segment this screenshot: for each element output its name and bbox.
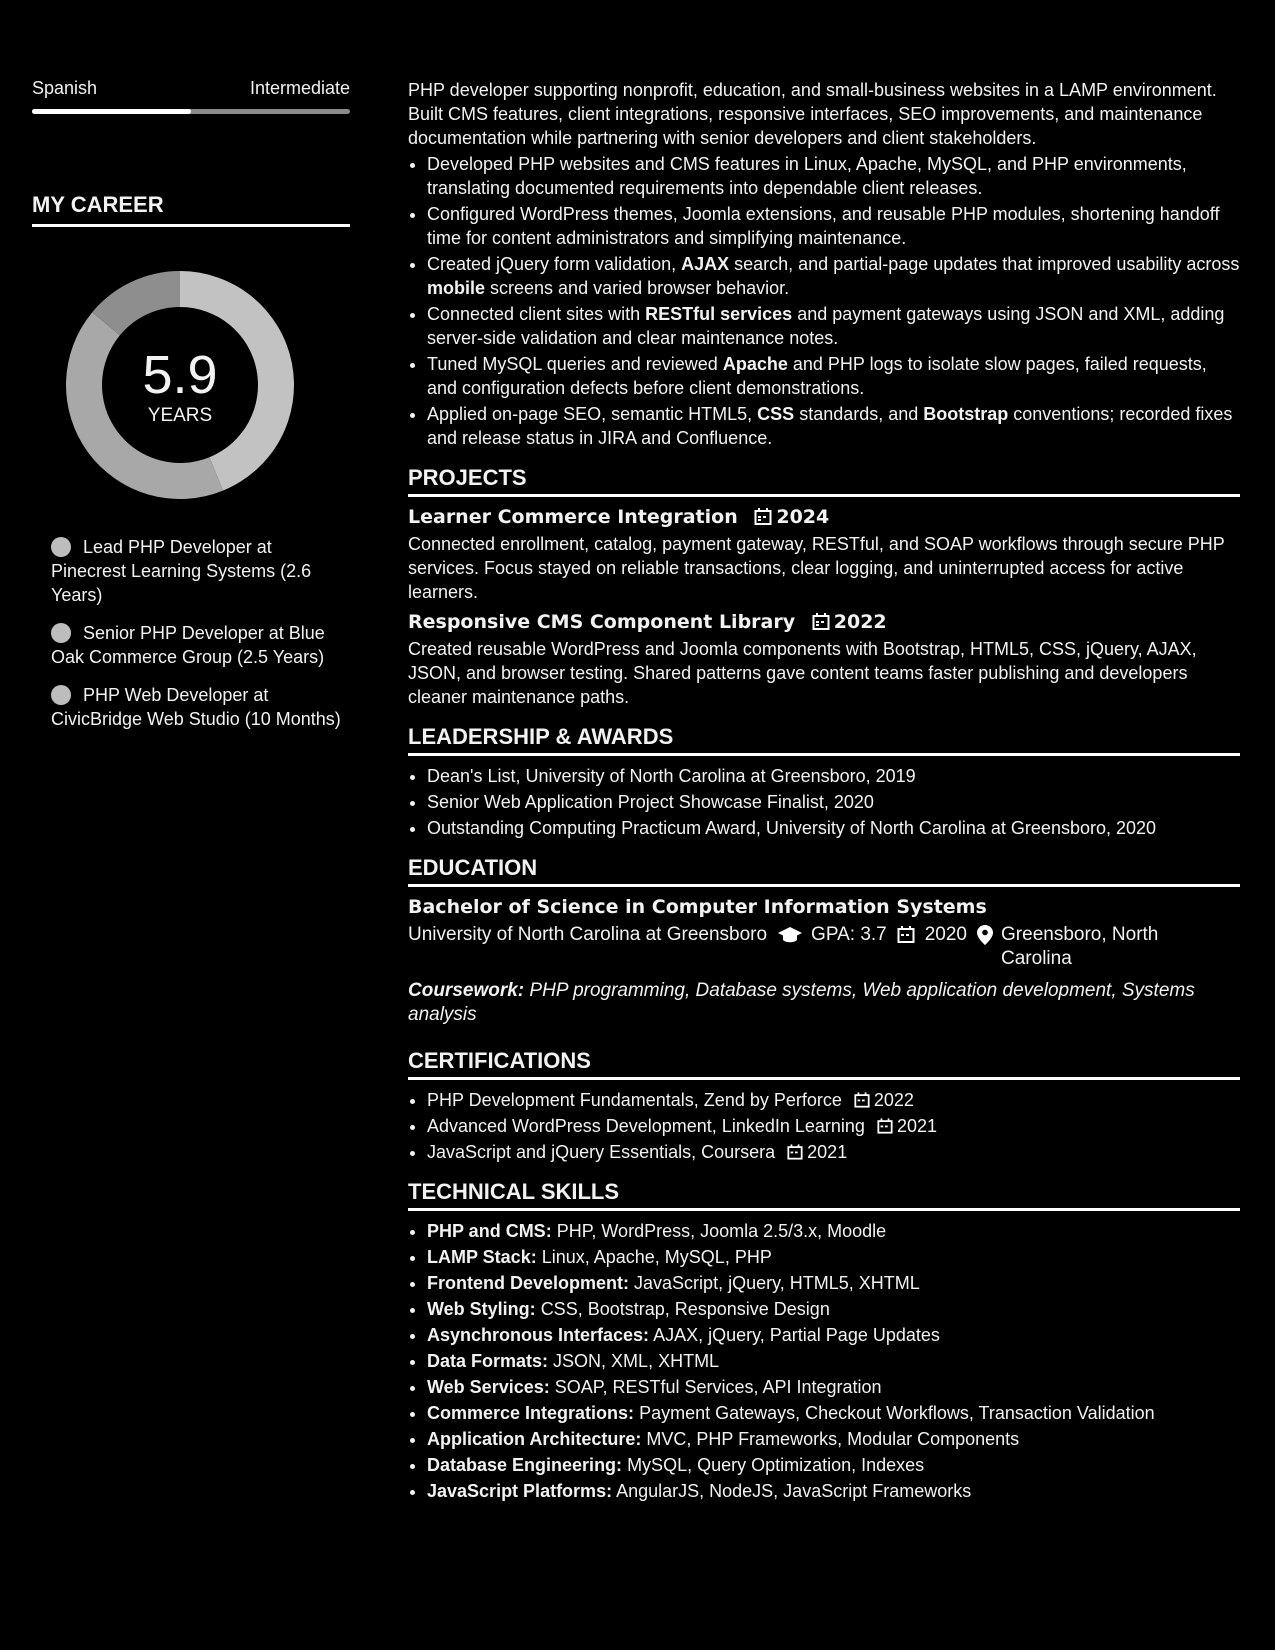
skill-category: Commerce Integrations:	[427, 1403, 635, 1423]
experience-summary	[408, 78, 1240, 150]
degree-title: Bachelor of Science in Computer Information Systems	[408, 896, 987, 918]
role-dot-icon	[51, 537, 71, 557]
career-role: Senior PHP Developer at Blue Oak Commerce Group (2.5 Years)	[51, 623, 325, 667]
skill-item	[427, 1427, 1240, 1451]
project-year: 2024	[776, 506, 830, 528]
calendar-icon	[877, 1118, 893, 1134]
experience-bullet: • Applied on-page SEO, semantic HTML5, CSS standards, and Bootstrap conventions; recorded fixes and release status in JIRA and Confluence.	[427, 402, 1240, 450]
skill-values: MySQL, Query Optimization, Indexes	[627, 1455, 925, 1475]
experience-bullet: • Developed PHP websites and CMS features in Linux, Apache, MySQL, and PHP environments, translating documented requirements into dependable client releases.	[427, 152, 1240, 200]
skill-values: JavaScript, jQuery, HTML5, XHTML	[634, 1273, 920, 1293]
school-name: University of North Carolina at Greensboro	[408, 924, 768, 945]
project-year: 2022	[833, 611, 887, 633]
skill-item	[427, 1271, 1240, 1295]
skill-values: JSON, XML, XHTML	[553, 1351, 720, 1371]
projects-heading: PROJECTS	[408, 466, 1240, 497]
calendar-icon	[854, 1092, 870, 1108]
skill-category: PHP and CMS:	[427, 1221, 552, 1241]
certifications-heading: CERTIFICATIONS	[408, 1049, 1240, 1080]
coursework-list: PHP programming, Database systems, Web application development, Systems analysis	[408, 980, 1195, 1025]
career-heading: MY CAREER	[32, 192, 350, 227]
education-heading: EDUCATION	[408, 856, 1240, 887]
skill-values: AJAX, jQuery, Partial Page Updates	[653, 1325, 940, 1345]
language-proficiency-fill	[32, 109, 191, 114]
skill-item	[427, 1479, 1240, 1503]
calendar-icon	[787, 1144, 803, 1160]
career-role: PHP Web Developer at CivicBridge Web Studio (10 Months)	[51, 685, 341, 729]
skill-item	[427, 1401, 1240, 1425]
leadership-list	[408, 764, 1240, 840]
skill-item	[427, 1297, 1240, 1321]
skill-values: SOAP, RESTful Services, API Integration	[554, 1377, 882, 1397]
sidebar	[32, 78, 350, 745]
project	[408, 505, 1240, 604]
skill-category: Frontend Development:	[427, 1273, 630, 1293]
skill-category: Asynchronous Interfaces:	[427, 1325, 650, 1345]
project-description: Connected enrollment, catalog, payment gateway, RESTful, and SOAP workflows through secure PHP services. Focus stayed on reliable transactions, clear logging, and uninterrupted access for active learners.	[408, 534, 1225, 602]
career-years-label: YEARS	[147, 405, 213, 426]
skill-item	[427, 1375, 1240, 1399]
language-name: Spanish	[32, 78, 98, 98]
skill-values: CSS, Bootstrap, Responsive Design	[540, 1299, 830, 1319]
skill-item	[427, 1245, 1240, 1269]
project	[408, 610, 1240, 709]
leadership-item: • Outstanding Computing Practicum Award, University of North Carolina at Greensboro, 2020	[427, 816, 1240, 840]
calendar-icon	[812, 613, 830, 630]
skill-category: Web Styling:	[427, 1299, 536, 1319]
project-title-row	[408, 505, 1240, 529]
career-roles-list	[32, 535, 350, 731]
skill-category: Web Services:	[427, 1377, 550, 1397]
graduation-cap-icon	[777, 925, 803, 945]
skill-item	[427, 1219, 1240, 1243]
skills-heading: TECHNICAL SKILLS	[408, 1180, 1240, 1211]
calendar-icon	[754, 508, 772, 525]
skill-values: AngularJS, NodeJS, JavaScript Frameworks	[616, 1481, 972, 1501]
career-donut-chart	[66, 271, 294, 499]
certification-item: • JavaScript and jQuery Essentials, Coursera 2021	[427, 1140, 1240, 1164]
language-proficiency-bar	[32, 109, 350, 114]
skill-values: Payment Gateways, Checkout Workflows, Transaction Validation	[639, 1403, 1155, 1423]
skill-item	[427, 1453, 1240, 1477]
summary-text: PHP developer supporting nonprofit, education, and small-business websites in a LAMP environment. Built CMS features, client integrations, responsive interfaces, SEO improvements, and maintenance documentation while partnering with senior developers and client stakeholders.	[408, 80, 1217, 148]
certification-item: • Advanced WordPress Development, LinkedIn Learning 2021	[427, 1114, 1240, 1138]
experience-bullet: • Configured WordPress themes, Joomla extensions, and reusable PHP modules, shortening handoff time for content administrators and simplifying maintenance.	[427, 202, 1240, 250]
skill-item	[427, 1349, 1240, 1373]
skills-list	[408, 1219, 1240, 1503]
skill-item	[427, 1323, 1240, 1347]
coursework-label: Coursework:	[408, 980, 525, 1001]
skill-values: Linux, Apache, MySQL, PHP	[541, 1247, 772, 1267]
experience-bullet: • Tuned MySQL queries and reviewed Apache and PHP logs to isolate slow pages, failed requests, and configuration defects before client demonstrations.	[427, 352, 1240, 400]
certification-item: • PHP Development Fundamentals, Zend by Perforce 2022	[427, 1088, 1240, 1112]
experience-bullet: • Created jQuery form validation, AJAX search, and partial-page updates that improved usability across mobile screens and varied browser behavior.	[427, 252, 1240, 300]
calendar-icon	[897, 926, 915, 943]
language-level: Intermediate	[249, 78, 350, 98]
gpa: GPA: 3.7	[811, 924, 887, 945]
location-pin-icon	[977, 925, 993, 945]
experience-bullets	[408, 152, 1240, 450]
skill-category: LAMP Stack:	[427, 1247, 537, 1267]
career-total-years: 5.9	[142, 345, 218, 405]
leadership-item: • Senior Web Application Project Showcase Finalist, 2020	[427, 790, 1240, 814]
skill-category: JavaScript Platforms:	[427, 1481, 613, 1501]
project-title-row	[408, 610, 1240, 634]
leadership-item: • Dean's List, University of North Carolina at Greensboro, 2019	[427, 764, 1240, 788]
coursework	[408, 979, 1240, 1027]
experience-bullet: • Connected client sites with RESTful services and payment gateways using JSON and XML, adding server-side validation and clear maintenance notes.	[427, 302, 1240, 350]
project-title: Responsive CMS Component Library	[408, 611, 796, 633]
education-details	[408, 923, 1240, 971]
skill-values: PHP, WordPress, Joomla 2.5/3.x, Moodle	[556, 1221, 887, 1241]
leadership-heading: LEADERSHIP & AWARDS	[408, 725, 1240, 756]
skill-values: MVC, PHP Frameworks, Modular Components	[646, 1429, 1020, 1449]
project-title: Learner Commerce Integration	[408, 506, 738, 528]
role-dot-icon	[51, 623, 71, 643]
role-dot-icon	[51, 685, 71, 705]
certifications-list	[408, 1088, 1240, 1164]
language-row	[32, 78, 350, 99]
graduation-year: 2020	[924, 924, 968, 945]
skill-category: Application Architecture:	[427, 1429, 642, 1449]
skill-category: Data Formats:	[427, 1351, 549, 1371]
school-location: Greensboro, North Carolina	[1001, 924, 1159, 969]
skill-category: Database Engineering:	[427, 1455, 623, 1475]
career-role: Lead PHP Developer at Pinecrest Learning Systems (2.6 Years)	[51, 537, 312, 605]
main-content	[408, 78, 1240, 1505]
project-description: Created reusable WordPress and Joomla components with Bootstrap, HTML5, CSS, jQuery, AJAX, JSON, and browser testing. Shared patterns gave content teams faster publishing and developers cleaner maintenance paths.	[408, 639, 1197, 707]
